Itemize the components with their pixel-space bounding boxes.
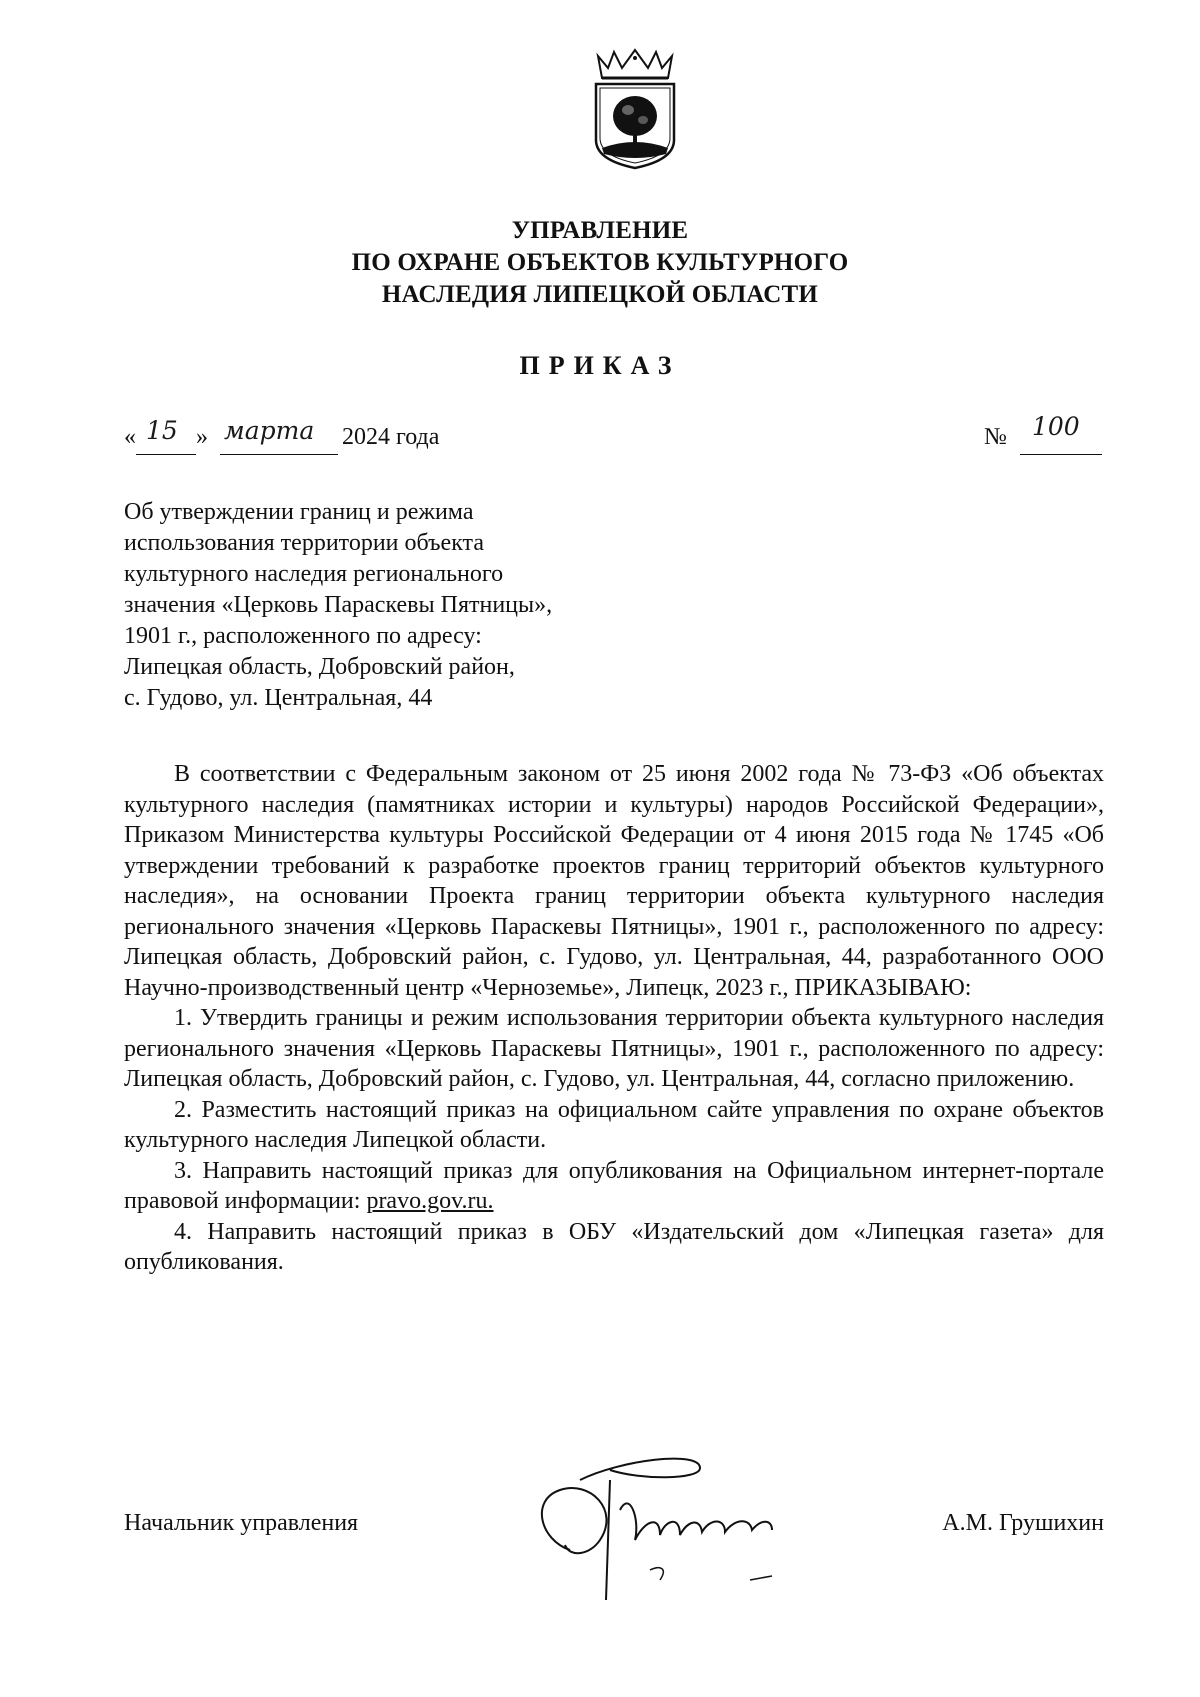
order-number xyxy=(984,412,1104,458)
pravo-gov-link[interactable]: pravo.gov.ru. xyxy=(366,1188,494,1214)
order-body xyxy=(124,759,1104,1278)
org-line-1: УПРАВЛЕНИЕ xyxy=(511,217,689,244)
order-item-1: 1. Утвердить границы и режим использования территории объекта культурного наследия регионального значения «Церковь Параскевы Пятницы», 1901 г., расположенного по адресу: Липецкая область, Добровский район, с. Гудово, ул. Центральная, 44, согласно приложению. xyxy=(124,1005,1104,1092)
subject-line: 1901 г., расположенного по адресу: xyxy=(124,623,482,649)
order-item-3 xyxy=(124,1156,1104,1217)
month-underline xyxy=(220,454,338,455)
handwritten-signature xyxy=(510,1440,830,1630)
subject-line: культурного наследия регионального xyxy=(124,561,504,587)
signatory-name: А.М. Грушихин xyxy=(942,1510,1104,1536)
document-type-title: ПРИКАЗ xyxy=(519,351,681,380)
day-underline xyxy=(136,454,196,455)
subject-line: Об утверждении границ и режима xyxy=(124,499,474,525)
date-close-quote: » xyxy=(196,424,208,450)
org-line-2: ПО ОХРАНЕ ОБЪЕКТОВ КУЛЬТУРНОГО xyxy=(351,249,849,276)
order-number-handwritten: 100 xyxy=(1032,412,1080,441)
subject-line: с. Гудово, ул. Центральная, 44 xyxy=(124,685,433,711)
subject-line: Липецкая область, Добровский район, xyxy=(124,654,515,680)
number-underline xyxy=(1020,454,1102,455)
order-subject xyxy=(124,497,644,714)
subject-line: значения «Церковь Параскевы Пятницы», xyxy=(124,592,553,618)
organization-header xyxy=(0,215,1200,311)
org-line-3: НАСЛЕДИЯ ЛИПЕЦКОЙ ОБЛАСТИ xyxy=(381,281,819,308)
order-date xyxy=(124,416,574,458)
order-item-2: 2. Разместить настоящий приказ на официальном сайте управления по охране объектов культурного наследия Липецкой области. xyxy=(124,1096,1104,1153)
order-item-4: 4. Направить настоящий приказ в ОБУ «Издательский дом «Липецкая газета» для опубликования. xyxy=(124,1218,1104,1275)
order-item-3-text: 3. Направить настоящий приказ для опубликования на Официальном интернет-портале правовой информации: xyxy=(124,1157,1104,1214)
date-year: 2024 года xyxy=(342,424,440,450)
date-day-handwritten: 15 xyxy=(146,416,178,445)
subject-line: использования территории объекта xyxy=(124,530,484,556)
signatory-position: Начальник управления xyxy=(124,1510,359,1536)
date-month-handwritten: марта xyxy=(224,416,315,445)
number-sign: № xyxy=(984,424,1007,450)
date-open-quote: « xyxy=(124,424,136,450)
lipetsk-coat-of-arms-icon xyxy=(590,48,680,170)
preamble-paragraph: В соответствии с Федеральным законом от 25 июня 2002 года № 73-ФЗ «Об объектах культурного наследия (памятниках истории и культуры) народов Российской Федерации», Приказом Министерства культуры Российской Федерации от 4 июня 2015 года № 1745 «Об утверждении требований к разработке проектов границ территорий объектов культурного наследия», на основании Проекта границ территории объекта культурного наследия регионального значения «Церковь Параскевы Пятницы», 1901 г., расположенного по адресу: Липецкая область, Добровский район, с. Гудово, ул. Центральная, 44, разработанного ООО Научно-производственный центр «Черноземье», Липецк, 2023 г., ПРИКАЗЫВАЮ: xyxy=(124,761,1104,1001)
